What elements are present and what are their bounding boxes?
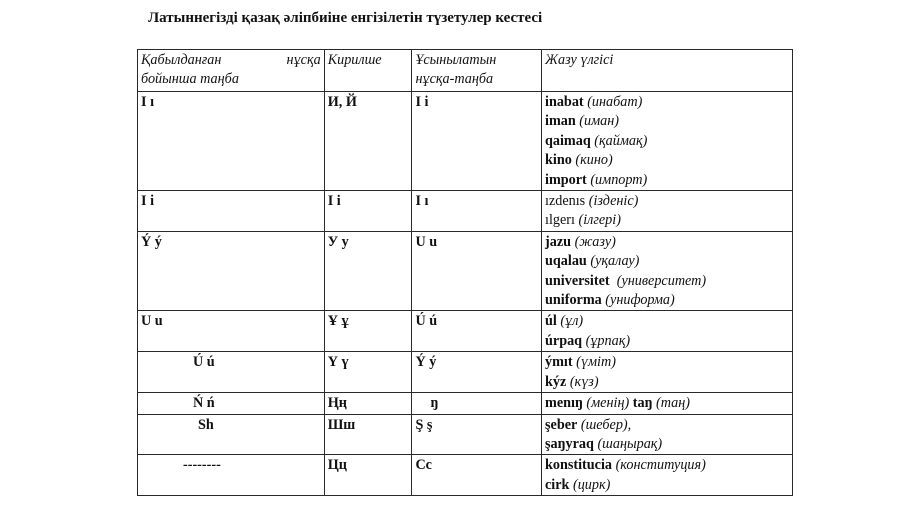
header-proposed-line2: нұсқа-таңба xyxy=(415,71,494,88)
table-row xyxy=(138,191,793,232)
example-line xyxy=(545,435,789,454)
example-gloss: (ілгері) xyxy=(578,212,621,229)
example-word: úrpaq xyxy=(545,332,583,349)
example-gloss: (қаймақ) xyxy=(594,132,648,149)
example-word: cirk xyxy=(545,476,570,493)
example-line xyxy=(545,112,789,131)
cyrillic-cell: Ү ү xyxy=(324,352,412,393)
example-word: kýz xyxy=(545,373,567,390)
proposed-cell: ŋ xyxy=(412,393,542,414)
example-word: jazu xyxy=(545,233,572,250)
example-gloss: (таң) xyxy=(656,395,691,412)
example-gloss: (импорт) xyxy=(590,171,648,188)
example-word: inabat xyxy=(545,94,584,110)
proposed-cell: Ú ú xyxy=(412,311,542,352)
example-cell xyxy=(542,231,793,311)
example-line xyxy=(545,272,789,291)
cyrillic-cell: І і xyxy=(324,191,412,232)
example-line xyxy=(545,456,789,475)
table-row xyxy=(138,352,793,393)
example-cell xyxy=(542,414,793,455)
proposed-cell: U u xyxy=(412,231,542,311)
example-word: ýmıt xyxy=(545,354,573,371)
example-word: import xyxy=(545,171,587,188)
table-row xyxy=(138,311,793,352)
correction-table xyxy=(137,49,793,496)
example-word: iman xyxy=(545,113,576,130)
example-word: şaŋyraq xyxy=(545,435,594,452)
example-line xyxy=(545,373,789,392)
example-word: universitet xyxy=(545,272,610,289)
accepted-cell: Ý ý xyxy=(138,231,325,311)
document-title: Латыннегізді қазақ әліпбиіне енгізілетін түзетулер кестесі xyxy=(148,10,543,26)
example-line xyxy=(545,171,789,190)
example-gloss: (үміт) xyxy=(576,354,616,371)
example-cell xyxy=(542,352,793,393)
example-gloss: (университет) xyxy=(616,272,707,289)
header-proposed-line1: Ұсынылатын xyxy=(415,52,497,68)
cyrillic-cell: И, Й xyxy=(324,92,412,191)
example-cell xyxy=(542,455,793,496)
example-line xyxy=(545,476,789,495)
example-word: uqalau xyxy=(545,253,587,270)
accepted-cell: U u xyxy=(138,311,325,352)
proposed-cell: I i xyxy=(412,92,542,191)
accepted-cell: I ı xyxy=(138,92,325,191)
accepted-cell: Ń ń xyxy=(138,393,325,414)
cyrillic-cell: У у xyxy=(324,231,412,311)
header-proposed xyxy=(412,50,542,92)
cyrillic-cell: Цц xyxy=(324,455,412,496)
example-gloss: (жазу) xyxy=(574,233,616,250)
example-gloss: (инабат) xyxy=(587,94,643,110)
example-line xyxy=(545,312,789,331)
table-row xyxy=(138,414,793,455)
table-header-row xyxy=(138,50,793,92)
header-accepted-word2: нұсқа xyxy=(286,52,321,68)
header-accepted xyxy=(138,50,325,92)
example-word: uniforma xyxy=(545,292,602,309)
example-gloss: (ұл) xyxy=(560,313,584,330)
example-word: kino xyxy=(545,152,572,169)
example-word: şeber xyxy=(545,416,578,433)
example-gloss: (шаңырақ) xyxy=(597,435,663,452)
accepted-cell: -------- xyxy=(138,455,325,496)
example-word: konstitucia xyxy=(545,457,613,474)
cyrillic-cell: Ұ ұ xyxy=(324,311,412,352)
example-word: qaimaq xyxy=(545,132,591,149)
example-line xyxy=(545,332,789,351)
example-cell xyxy=(542,191,793,232)
example-line xyxy=(545,291,789,310)
example-word: taŋ xyxy=(632,395,653,412)
example-cell xyxy=(542,311,793,352)
proposed-cell: I ı xyxy=(412,191,542,232)
accepted-cell: I i xyxy=(138,191,325,232)
example-line xyxy=(545,252,789,271)
example-word: ılgerı xyxy=(545,212,575,229)
proposed-cell: Ý ý xyxy=(412,352,542,393)
example-word: ızdenıs xyxy=(545,193,586,210)
example-gloss: (униформа) xyxy=(605,292,675,309)
table-row xyxy=(138,92,793,191)
example-gloss: (цирк) xyxy=(572,476,611,493)
header-cyrillic: Кирилше xyxy=(324,50,412,92)
example-line xyxy=(545,416,789,435)
example-gloss: (күз) xyxy=(569,373,599,390)
example-gloss: (ұрпақ) xyxy=(585,332,631,349)
example-word: úl xyxy=(545,313,557,330)
header-accepted-word1: Қабылданған xyxy=(141,52,222,68)
example-line xyxy=(545,192,789,211)
example-line xyxy=(545,211,789,230)
accepted-cell: Ú ú xyxy=(138,352,325,393)
header-example: Жазу үлгісі xyxy=(542,50,793,92)
table-row xyxy=(138,231,793,311)
example-line xyxy=(545,233,789,252)
proposed-cell: Cc xyxy=(412,455,542,496)
accepted-cell: Sh xyxy=(138,414,325,455)
example-gloss: (уқалау) xyxy=(590,253,640,270)
table-row xyxy=(138,393,793,414)
proposed-cell: Ş ş xyxy=(412,414,542,455)
example-gloss: (кино) xyxy=(575,152,613,169)
example-line xyxy=(545,353,789,372)
example-gloss: (ізденіс) xyxy=(588,193,639,210)
example-gloss: (менің) xyxy=(586,395,630,412)
header-accepted-line2: бойынша таңба xyxy=(141,71,239,88)
example-gloss: (шебер), xyxy=(580,416,632,433)
example-gloss: (иман) xyxy=(579,113,620,130)
example-cell xyxy=(542,393,793,414)
example-gloss: (конституция) xyxy=(615,457,706,474)
example-word: menıŋ xyxy=(545,395,583,412)
example-line xyxy=(545,93,789,112)
example-line xyxy=(545,151,789,170)
example-line xyxy=(545,394,789,413)
cyrillic-cell: Шш xyxy=(324,414,412,455)
example-cell xyxy=(542,92,793,191)
table-row xyxy=(138,455,793,496)
cyrillic-cell: Ңң xyxy=(324,393,412,414)
example-line xyxy=(545,132,789,151)
